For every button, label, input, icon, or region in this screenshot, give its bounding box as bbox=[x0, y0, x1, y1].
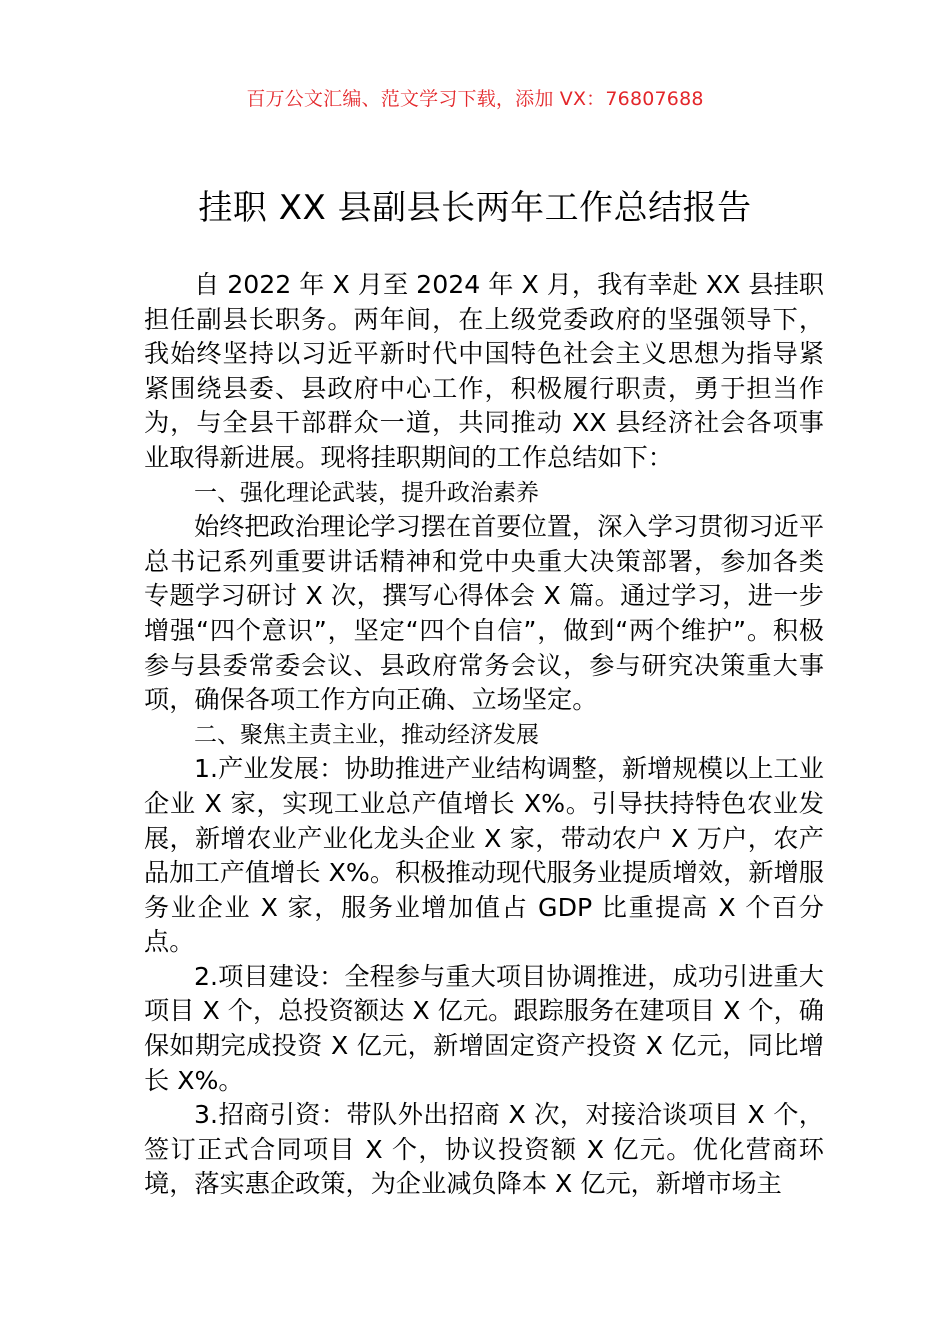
industry-development-paragraph: 1.产业发展：协助推进产业结构调整，新增规模以上工业企业 X 家，实现工业总产值增长 X%。引导扶持特色农业发展，新增农业产业化龙头企业 X 家，带动农户 X 万户，农产品加工产值增长 X%。积极推动现代服务业提质增效，新增服务业企业 X 家，服务业增加值占 GDP 比重提高 X 个百分点。 bbox=[144, 754, 824, 957]
section-heading-2: 二、聚焦主责主业，推动经济发展 bbox=[194, 721, 539, 748]
section-heading-1: 一、强化理论武装，提升政治素养 bbox=[194, 479, 539, 506]
header-watermark-note: 百万公文汇编、范文学习下载，添加 VX：76807688 bbox=[246, 88, 704, 110]
intro-paragraph: 自 2022 年 X 月至 2024 年 X 月，我有幸赴 XX 县挂职担任副县长职务。两年间，在上级党委政府的坚强领导下，我始终坚持以习近平新时代中国特色社会主义思想为指导紧紧围绕县委、县政府中心工作，积极履行职责，勇于担当作为，与全县干部群众一道，共同推动 XX 县经济社会各项事业取得新进展。现将挂职期间的工作总结如下： bbox=[144, 270, 824, 472]
investment-attraction-paragraph: 3.招商引资：带队外出招商 X 次，对接洽谈项目 X 个，签订正式合同项目 X 个，协议投资额 X 亿元。优化营商环境，落实惠企政策，为企业减负降本 X 亿元，新增市场主 bbox=[144, 1100, 824, 1199]
document-body bbox=[144, 268, 824, 1202]
project-construction-paragraph: 2.项目建设：全程参与重大项目协调推进，成功引进重大项目 X 个，总投资额达 X 亿元。跟踪服务在建项目 X 个，确保如期完成投资 X 亿元，新增固定资产投资 X 亿元，同比增长 X%。 bbox=[144, 961, 824, 1095]
document-title: 挂职 XX 县副县长两年工作总结报告 bbox=[198, 188, 752, 228]
section-1-paragraph: 始终把政治理论学习摆在首要位置，深入学习贯彻习近平总书记系列重要讲话精神和党中央重大决策部署，参加各类专题学习研讨 X 次，撰写心得体会 X 篇。通过学习，进一步增强“四个意识”，坚定“四个自信”，做到“两个维护”。积极参与县委常委会议、县政府常务会议，参与研究决策重大事项，确保各项工作方向正确、立场坚定。 bbox=[144, 512, 824, 715]
